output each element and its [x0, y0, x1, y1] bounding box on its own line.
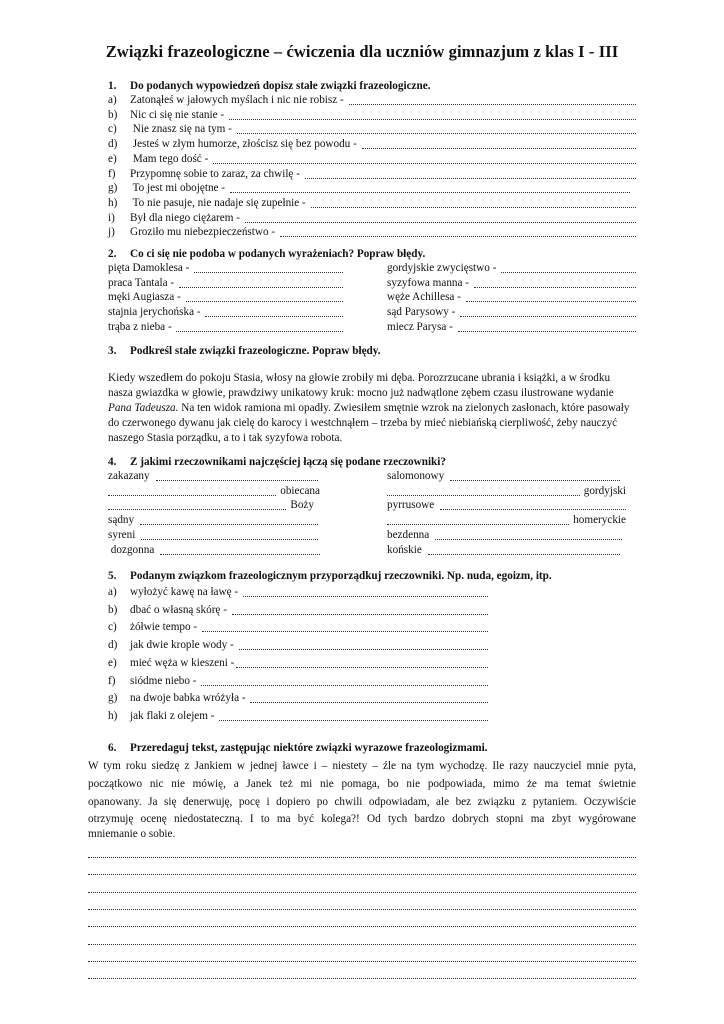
phrase: stajnia jerychońska -: [108, 306, 204, 319]
s1-item-7: [108, 198, 309, 209]
answer-dots[interactable]: [362, 148, 636, 149]
s5-item-2: [108, 622, 200, 633]
item-letter: e): [108, 656, 117, 669]
s2-left-4: [108, 322, 174, 333]
s1-item-8: [108, 213, 243, 224]
word: bezdenna: [387, 528, 430, 541]
page-title: Związki frazeologiczne – ćwiczenia dla uczniów gimnazjum z klas I - III: [105, 42, 619, 61]
section-heading-text: Do podanych wypowiedzeń dopisz stałe związki frazeologiczne.: [130, 80, 431, 92]
answer-dots[interactable]: [237, 133, 636, 134]
section-s1-heading: [108, 80, 431, 92]
answer-dots[interactable]: [230, 192, 630, 193]
answer-dots[interactable]: [160, 554, 320, 555]
answer-line[interactable]: [88, 978, 636, 979]
answer-dots[interactable]: [213, 163, 636, 164]
s4-left-1: [280, 486, 320, 497]
item-letter: c): [108, 123, 117, 136]
item-letter: e): [108, 152, 117, 165]
word: zakazany: [108, 470, 150, 482]
s1-item-0: [108, 95, 347, 106]
section-number: 3.: [108, 345, 117, 357]
answer-dots[interactable]: [428, 554, 620, 555]
s4-right-5: [387, 545, 422, 556]
s4-right-1: [584, 486, 626, 497]
answer-dots[interactable]: [236, 667, 488, 668]
section-heading-text: Podkreśl stałe związki frazeologiczne. Popraw błędy.: [130, 345, 381, 357]
word: końskie: [387, 543, 422, 556]
s4-left-5: [108, 545, 154, 556]
word: homeryckie: [573, 514, 626, 527]
answer-dots[interactable]: [108, 509, 286, 510]
s5-item-5: [108, 676, 199, 687]
answer-dots[interactable]: [311, 207, 636, 208]
answer-dots[interactable]: [232, 614, 488, 615]
item-letter: f): [108, 167, 116, 180]
item-text: Nie znasz się na tym -: [130, 123, 235, 136]
s3-paragraph: [108, 371, 636, 446]
s2-right-2: [387, 292, 464, 303]
answer-line[interactable]: [88, 892, 636, 893]
answer-dots[interactable]: [141, 539, 318, 540]
item-text: dbać o własną skórę -: [130, 603, 230, 616]
s4-right-0: [387, 471, 444, 482]
answer-dots[interactable]: [202, 631, 488, 632]
section-heading-text: Co ci się nie podoba w podanych wyrażeniach? Popraw błędy.: [130, 248, 426, 260]
item-letter: h): [108, 709, 118, 722]
section-number: 1.: [108, 80, 117, 92]
answer-line[interactable]: [88, 961, 636, 962]
s4-right-3: [573, 515, 626, 526]
phrase: pięta Damoklesa -: [108, 262, 193, 274]
s2-right-0: [387, 263, 499, 274]
section-s4-heading: [108, 456, 446, 468]
word: pyrrusowe: [387, 499, 435, 512]
answer-dots[interactable]: [243, 596, 488, 597]
s6-text-line-0: W tym roku siedzę z Jankiem w jednej ławce i – niestety – źle na tym wychodzę. Ile razy nauczyciel mnie pyta,: [88, 760, 636, 772]
word: salomonowy: [387, 470, 445, 482]
section-s5-heading: [108, 570, 552, 582]
word: syreni: [108, 528, 136, 541]
s1-item-3: [108, 139, 360, 150]
section-number: 4.: [108, 456, 117, 468]
item-text: jak dwie krople wody -: [130, 639, 237, 652]
s1-item-6: [108, 183, 228, 194]
item-text: na dwoje babka wróżyła -: [130, 692, 249, 705]
phrase: trąba z nieba -: [108, 320, 175, 333]
answer-dots[interactable]: [435, 539, 622, 540]
item-letter: g): [108, 692, 118, 705]
section-s3-heading: [108, 345, 381, 357]
section-heading-text: Podanym związkom frazeologicznym przyporządkuj rzeczowniki. Np. nuda, egoizm, itp.: [130, 570, 552, 582]
item-text: siódme niebo -: [130, 674, 200, 687]
s4-left-3: [108, 515, 134, 526]
item-letter: i): [108, 211, 115, 224]
answer-dots[interactable]: [176, 331, 343, 332]
phrase: gordyjskie zwycięstwo -: [387, 262, 500, 274]
answer-dots[interactable]: [186, 301, 344, 302]
answer-dots[interactable]: [205, 316, 343, 317]
phrase: syzyfowa manna -: [387, 276, 472, 289]
item-text: Nic ci się nie stanie -: [130, 108, 227, 121]
s1-item-5: [108, 169, 303, 180]
answer-dots[interactable]: [280, 236, 636, 237]
phrase: węże Achillesa -: [387, 291, 464, 304]
answer-line[interactable]: [88, 857, 636, 858]
section-s2-heading: [108, 248, 425, 260]
answer-dots[interactable]: [245, 222, 636, 223]
item-letter: f): [108, 674, 116, 687]
s2-left-0: [108, 263, 192, 274]
paragraph-text: Na ten widok ramiona mi opadły. Zwiesiłem smętnie wzrok na zielonych zasłonach, które pasowały do czerwonego dywanu jak cielę do karocy i westchnąłem – trzeba by mieć niebiańską cierpliwość, żeby nauczyć naszego Stasia porządku, a to i tak syzyfowa robota.: [108, 402, 630, 444]
item-text: mieć węża w kieszeni -: [130, 656, 235, 669]
item-text: wyłożyć kawę na ławę -: [130, 586, 241, 598]
phrase: męki Augiasza -: [108, 291, 184, 304]
s6-text-line-1: początkowo nic nie mówię, a Janek też mi nie pomaga, bo nie podpowiada, mimo że ma temat świetnie: [88, 777, 636, 790]
item-letter: b): [108, 108, 118, 121]
answer-dots[interactable]: [466, 301, 636, 302]
s5-item-4: [108, 658, 234, 669]
s6-text-line-3: otrzymuję ocenę niedostateczną. I to ma być kolega?! Od tych bardzo dobrych stopni ma zbyt wygórowane: [88, 813, 636, 826]
answer-dots[interactable]: [250, 702, 488, 703]
item-letter: b): [108, 603, 118, 616]
s2-left-1: [108, 278, 177, 289]
section-number: 5.: [108, 570, 117, 582]
word: sądny: [108, 514, 135, 527]
item-text: Groziło mu niebezpieczeństwo -: [130, 226, 278, 239]
item-text: Jesteś w złym humorze, złościsz się bez powodu -: [130, 138, 360, 151]
answer-dots[interactable]: [201, 685, 488, 686]
answer-dots[interactable]: [474, 287, 636, 288]
answer-line[interactable]: [88, 944, 636, 945]
phrase: praca Tantala -: [108, 276, 177, 289]
item-text: Mam tego dość -: [130, 152, 212, 165]
answer-dots[interactable]: [458, 331, 636, 332]
section-number: 2.: [108, 248, 117, 260]
item-letter: d): [108, 639, 118, 652]
answer-dots[interactable]: [229, 119, 636, 120]
s4-left-0: [108, 471, 150, 482]
item-letter: a): [108, 586, 117, 598]
item-text: jak flaki z olejem -: [130, 709, 218, 722]
s5-item-1: [108, 605, 230, 616]
answer-dots[interactable]: [239, 649, 488, 650]
item-letter: a): [108, 94, 117, 106]
phrase: sąd Parysowy -: [387, 306, 459, 319]
answer-line[interactable]: [88, 926, 636, 927]
s4-right-4: [387, 530, 429, 541]
answer-dots[interactable]: [387, 524, 569, 525]
s2-left-3: [108, 307, 203, 318]
s4-left-2: [290, 500, 314, 511]
answer-dots[interactable]: [156, 480, 318, 481]
section-heading-text: Przeredaguj tekst, zastępując niektóre związki wyrazowe frazeologizmami.: [130, 742, 488, 754]
answer-dots[interactable]: [140, 524, 318, 525]
word: obiecana: [280, 484, 320, 497]
answer-dots[interactable]: [108, 495, 276, 496]
item-text: Był dla niego ciężarem -: [130, 211, 243, 224]
answer-dots[interactable]: [305, 178, 636, 179]
answer-dots[interactable]: [501, 272, 636, 273]
s1-item-2: [108, 124, 235, 135]
item-letter: g): [108, 182, 118, 195]
s6-text-line-2: opanowany. Ja się denerwuję, pocę i dopiero po chwili odpowiadam, ale bez związku z pytaniem. Oczywiście: [88, 795, 636, 808]
item-text: To nie pasuje, nie nadaje się zupełnie -: [130, 196, 309, 209]
s5-item-0: [108, 587, 241, 598]
s1-item-9: [108, 227, 278, 238]
answer-line[interactable]: [88, 874, 636, 875]
item-text: Zatonąłeś w jałowych myślach i nic nie robisz -: [130, 94, 347, 106]
s2-right-1: [387, 278, 472, 289]
section-number: 6.: [108, 742, 117, 754]
phrase: miecz Parysa -: [387, 320, 456, 333]
s4-right-2: [387, 500, 434, 511]
item-letter: d): [108, 138, 118, 151]
answer-dots[interactable]: [179, 287, 343, 288]
s2-left-2: [108, 292, 184, 303]
s5-item-7: [108, 711, 217, 722]
word: Boży: [290, 499, 314, 512]
word: dozgonna: [108, 543, 155, 556]
answer-dots[interactable]: [219, 720, 488, 721]
book-title: Pana Tadeusza.: [108, 402, 179, 414]
paragraph-text: Kiedy wszedłem do pokoju Stasia, włosy na głowie zrobiły mi dęba. Porozrzucane ubrania i książki, a w środku nasza gwiazdka w głowie, prawdziwy unikatowy kruk: mocno już nadwątlone zębem czasu ilustrowane wydanie: [108, 372, 614, 399]
s1-item-1: [108, 110, 227, 121]
item-letter: h): [108, 196, 118, 209]
section-s6-heading: [108, 742, 487, 754]
item-text: To jest mi obojętne -: [130, 182, 228, 195]
item-text: żółwie tempo -: [130, 621, 200, 634]
answer-dots[interactable]: [450, 480, 620, 481]
answer-dots[interactable]: [349, 104, 636, 105]
s5-item-6: [108, 693, 248, 704]
answer-dots[interactable]: [194, 272, 343, 273]
item-text: Przypomnę sobie to zaraz, za chwilę -: [130, 167, 303, 180]
section-heading-text: Z jakimi rzeczownikami najczęściej łączą się podane rzeczowniki?: [130, 456, 446, 468]
answer-line[interactable]: [88, 909, 636, 910]
answer-dots[interactable]: [387, 495, 580, 496]
s2-right-3: [387, 307, 458, 318]
s6-text-line-4: mniemanie o sobie.: [88, 829, 176, 841]
answer-dots[interactable]: [440, 509, 626, 510]
word: gordyjski: [583, 484, 626, 497]
s2-right-4: [387, 322, 456, 333]
s4-left-4: [108, 530, 135, 541]
s5-item-3: [108, 640, 237, 651]
s1-item-4: [108, 154, 211, 165]
item-letter: c): [108, 621, 117, 634]
answer-dots[interactable]: [460, 316, 636, 317]
item-letter: j): [108, 226, 115, 239]
